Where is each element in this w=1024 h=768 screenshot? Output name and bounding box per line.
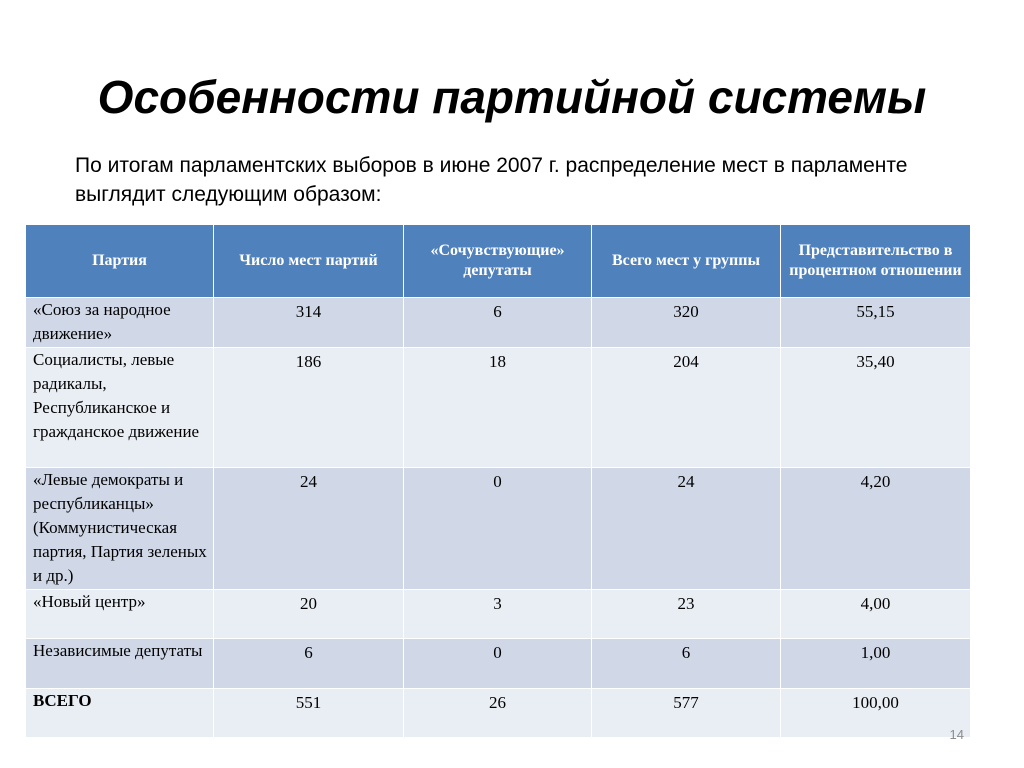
sympathizer-count: 0 [404,639,592,689]
total-seats: 551 [214,689,404,738]
party-seats: 314 [214,298,404,348]
table-row [26,639,971,689]
total-percent: 100,00 [781,689,971,738]
total-label: ВСЕГО [26,689,214,738]
total-group-seats: 577 [592,689,781,738]
party-name: «Союз за народное движение» [26,298,214,348]
party-name: Независимые депутаты [26,639,214,689]
table-row [26,590,971,639]
party-name: Социалисты, левые радикалы, Республиканское и гражданское движение [26,348,214,468]
header-percent: Представительство в процентном отношении [781,225,971,298]
party-name: «Левые демократы и республиканцы» (Коммунистическая партия, Партия зеленых и др.) [26,468,214,590]
table-row-total [26,689,971,738]
sympathizer-count: 18 [404,348,592,468]
slide-title: Особенности партийной системы [97,71,927,123]
seat-distribution-table [25,224,971,738]
percent-share: 1,00 [781,639,971,689]
party-seats: 6 [214,639,404,689]
party-seats: 186 [214,348,404,468]
party-seats: 24 [214,468,404,590]
percent-share: 55,15 [781,298,971,348]
party-seats: 20 [214,590,404,639]
header-sympathizers: «Сочувствующие» депутаты [404,225,592,298]
header-party: Партия [26,225,214,298]
percent-share: 4,20 [781,468,971,590]
group-total: 320 [592,298,781,348]
party-name: «Новый центр» [26,590,214,639]
page-number: 14 [949,727,964,742]
group-total: 6 [592,639,781,689]
total-sympathizers: 26 [404,689,592,738]
header-total: Всего мест у группы [592,225,781,298]
table-row [26,348,971,468]
group-total: 24 [592,468,781,590]
percent-share: 35,40 [781,348,971,468]
intro-text: По итогам парламентских выборов в июне 2007 г. распределение мест в парламенте выглядит следующим образом: [75,154,908,206]
group-total: 204 [592,348,781,468]
table-row [26,468,971,590]
table-header-row [26,225,971,298]
sympathizer-count: 0 [404,468,592,590]
percent-share: 4,00 [781,590,971,639]
group-total: 23 [592,590,781,639]
sympathizer-count: 3 [404,590,592,639]
table-row [26,298,971,348]
sympathizer-count: 6 [404,298,592,348]
header-seats: Число мест партий [214,225,404,298]
